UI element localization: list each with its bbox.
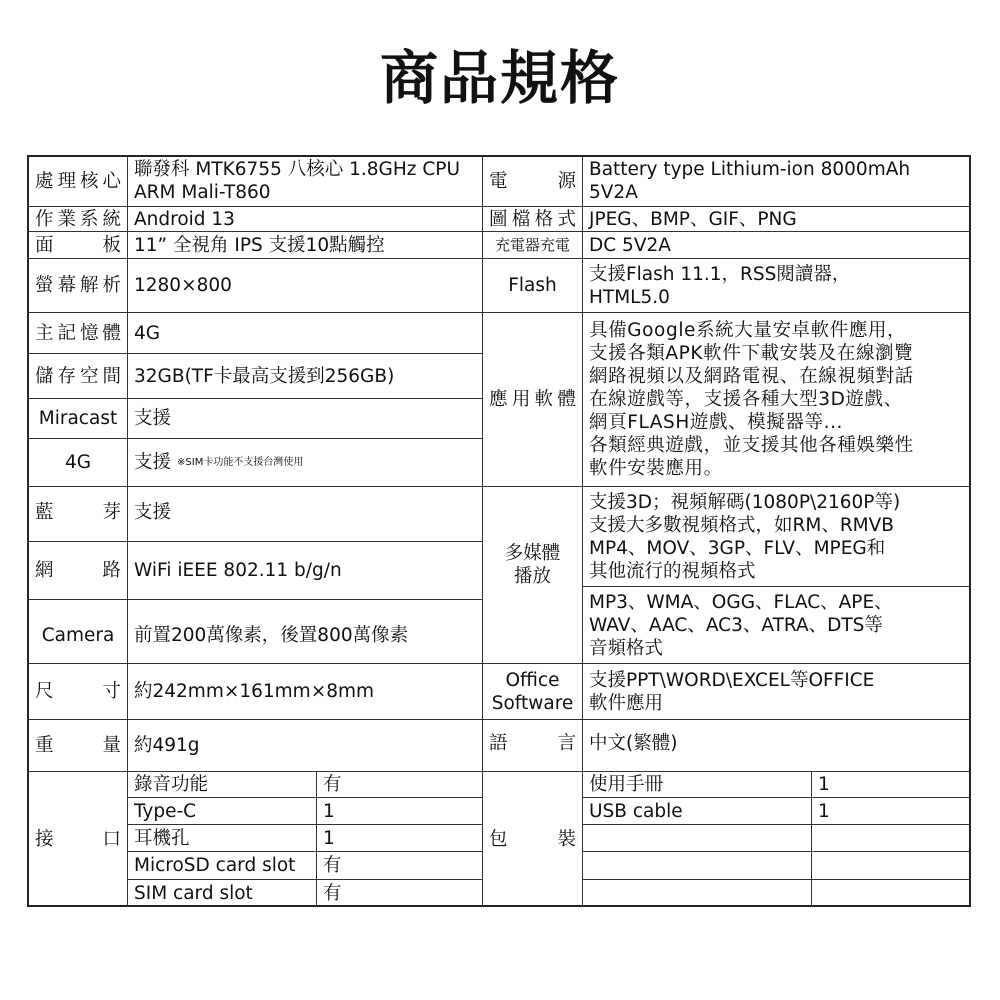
value-4g: [128, 439, 483, 487]
value-bluetooth: 支援: [128, 487, 483, 542]
value-office: 支援PPT\WORD\EXCEL等OFFICE 軟件應用: [583, 664, 971, 720]
label-size: 尺寸: [29, 664, 128, 720]
value-4g-text: 支援: [134, 452, 172, 473]
package-qty: [812, 852, 971, 880]
label-multimedia: 多媒體 播放: [483, 487, 583, 664]
port-value: 1: [317, 825, 483, 852]
label-resolution: 螢幕解析: [29, 259, 128, 313]
package-qty: 1: [812, 772, 971, 798]
value-ram: 4G: [128, 313, 483, 354]
port-name: 耳機孔: [128, 825, 317, 852]
port-value: 有: [317, 880, 483, 907]
port-value: 有: [317, 772, 483, 798]
value-video: 支援3D；視頻解碼(1080P\2160P等) 支援大多數視頻格式，如RM、RMVB MP4、MOV、3GP、FLV、MPEG和 其他流行的視頻格式: [583, 487, 971, 587]
package-item: [583, 852, 812, 880]
label-4g: 4G: [29, 439, 128, 487]
label-panel: 面板: [29, 232, 128, 259]
port-name: SIM card slot: [128, 880, 317, 907]
value-size: 約242mm×161mm×8mm: [128, 664, 483, 720]
value-resolution: 1280×800: [128, 259, 483, 313]
label-storage: 儲存空間: [29, 354, 128, 399]
value-miracast: 支援: [128, 399, 483, 439]
value-network: WiFi iEEE 802.11 b/g/n: [128, 542, 483, 600]
port-name: 錄音功能: [128, 772, 317, 798]
package-qty: [812, 880, 971, 907]
label-flash: Flash: [483, 259, 583, 313]
label-weight: 重量: [29, 720, 128, 772]
label-bluetooth: 藍芽: [29, 487, 128, 542]
label-os: 作業系統: [29, 207, 128, 232]
spec-table: [27, 155, 971, 907]
value-language: 中文(繁體): [583, 720, 971, 772]
label-power: 電源: [483, 157, 583, 207]
package-qty: [812, 825, 971, 852]
value-weight: 約491g: [128, 720, 483, 772]
label-network: 網路: [29, 542, 128, 600]
port-value: 有: [317, 852, 483, 880]
value-os: Android 13: [128, 207, 483, 232]
package-qty: 1: [812, 798, 971, 825]
package-item: [583, 880, 812, 907]
label-ports: 接口: [29, 772, 128, 907]
port-value: 1: [317, 798, 483, 825]
value-image-format: JPEG、BMP、GIF、PNG: [583, 207, 971, 232]
value-panel: 11” 全視角 IPS 支援10點觸控: [128, 232, 483, 259]
label-miracast: Miracast: [29, 399, 128, 439]
value-camera: 前置200萬像素，後置800萬像素: [128, 600, 483, 664]
value-audio: MP3、WMA、OGG、FLAC、APE、 WAV、AAC、AC3、ATRA、DTS等 音頻格式: [583, 587, 971, 664]
label-apps: 應用軟體: [483, 313, 583, 487]
package-item: 使用手冊: [583, 772, 812, 798]
sim-note: ※SIM卡功能不支援台灣使用: [177, 457, 304, 468]
label-image-format: 圖檔格式: [483, 207, 583, 232]
page-title: 商品規格: [379, 44, 620, 112]
port-name: MicroSD card slot: [128, 852, 317, 880]
label-office: Office Software: [483, 664, 583, 720]
package-item: USB cable: [583, 798, 812, 825]
port-name: Type-C: [128, 798, 317, 825]
value-charger: DC 5V2A: [583, 232, 971, 259]
label-camera: Camera: [29, 600, 128, 664]
value-flash: 支援Flash 11.1，RSS閱讀器， HTML5.0: [583, 259, 971, 313]
label-charger: 充電器充電: [483, 232, 583, 259]
value-cpu: 聯發科 MTK6755 八核心 1.8GHz CPU ARM Mali-T860: [128, 157, 483, 207]
value-storage: 32GB(TF卡最高支援到256GB): [128, 354, 483, 399]
label-ram: 主記憶體: [29, 313, 128, 354]
label-cpu: 處理核心: [29, 157, 128, 207]
label-language: 語言: [483, 720, 583, 772]
value-apps: 具備Google系統大量安卓軟件應用， 支援各類APK軟件下載安裝及在線瀏覽 網路視頻以及網路電視、在線視頻對話 在線遊戲等，支援各種大型3D遊戲、 網頁FLASH遊戲、模擬器等... 各類經典遊戲，並支援其他各種娛樂性 軟件安裝應用。: [583, 313, 971, 487]
label-package: 包裝: [483, 772, 583, 907]
package-item: [583, 825, 812, 852]
value-power: Battery type Lithium-ion 8000mAh 5V2A: [583, 157, 971, 207]
